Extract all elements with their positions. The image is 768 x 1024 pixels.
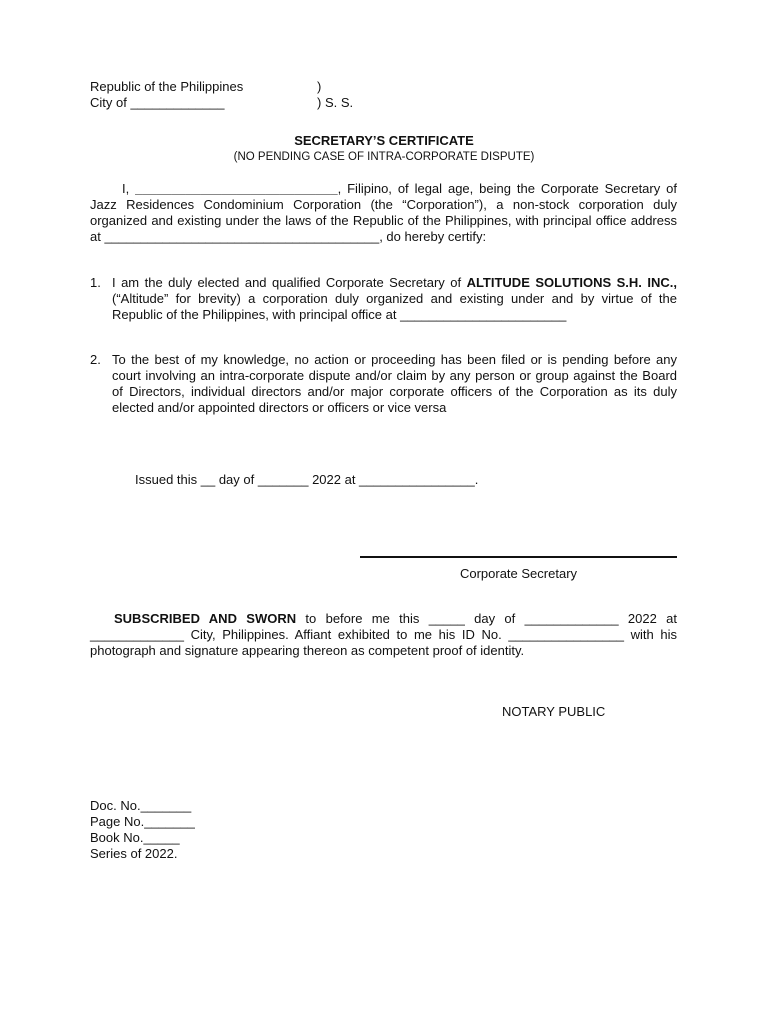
list-item (90, 352, 677, 416)
document-subtitle: (NO PENDING CASE OF INTRA-CORPORATE DISPUTE) (233, 151, 535, 163)
jurat-heading: SUBSCRIBED AND SWORN (114, 611, 297, 626)
book-number: Book No._____ (90, 830, 180, 845)
series: Series of 2022. (90, 846, 178, 861)
venue-republic: Republic of the Philippines (90, 79, 244, 94)
item-number: 2. (90, 352, 101, 367)
signature-caption: Corporate Secretary (459, 566, 578, 581)
venue-paren: ) (317, 79, 322, 94)
venue-city: City of _____________ (90, 95, 225, 110)
page-number: Page No._______ (90, 814, 195, 829)
item-text: To the best of my knowledge, no action or proceeding has been filed or is pending before any court involving an intra-corporate dispute and/or claim by any person or group against the Board of Directors, individual directors and/or major corporate officers of the Corporation as its duly elected and/or appointed directors or officers or vice versa (112, 352, 677, 415)
jurat-text: to before me this _____ day of _____________ 2022 at _____________ City, Philippines. Affiant exhibited to me his ID No. ________________ with his photograph and signature appearing thereon as competent proof of identity. (90, 611, 677, 658)
intro-text: , Filipino, of legal age, being the Corporate Secretary of Jazz Residences Condominium Corporation (the “Corporation”), a non-stock corporation duly organized and existing under the laws of the Republic of the Philippines, with principal office address at ______________________________________, do hereby certify: (90, 181, 677, 244)
signature-line (360, 556, 677, 558)
intro-paragraph (90, 181, 677, 245)
document-title: SECRETARY’S CERTIFICATE (294, 133, 474, 148)
company-name: ALTITUDE SOLUTIONS S.H. INC., (466, 275, 677, 290)
intro-prefix: I, (122, 181, 136, 196)
list-item (90, 275, 677, 323)
issued-line: Issued this __ day of _______ 2022 at ________________. (135, 472, 479, 487)
name-blank: ____________________________ (135, 181, 338, 196)
venue-ss: ) S. S. (317, 95, 354, 110)
notary-public-label: NOTARY PUBLIC (502, 704, 606, 719)
doc-number: Doc. No._______ (90, 798, 192, 813)
item-number: 1. (90, 275, 101, 290)
jurat-paragraph (90, 611, 677, 659)
item-text-after: (“Altitude” for brevity) a corporation duly organized and existing under and by virtue of the Republic of the Philippines, with principal office at _______________________ (112, 291, 677, 322)
item-text: I am the duly elected and qualified Corporate Secretary of (112, 275, 467, 290)
